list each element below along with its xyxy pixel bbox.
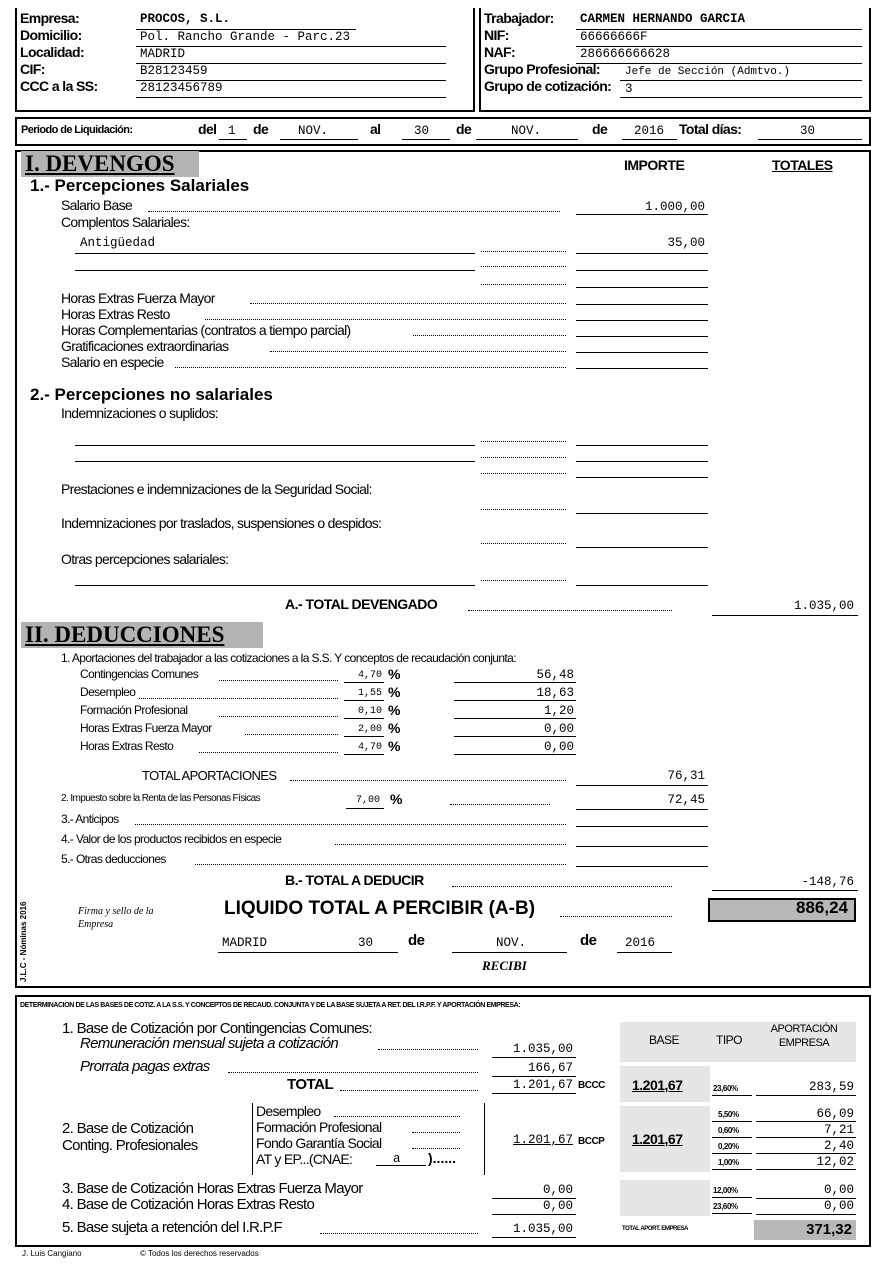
anio: 2016 (634, 124, 665, 138)
liquido-value: 886,24 (796, 898, 848, 917)
cp-aport-line (756, 1169, 856, 1170)
bases-title: DETERMINACION DE LAS BASES DE COTIZ. A LA S.S. Y CONCEPTOS DE RECAUD. CONJUNTA Y DE LA BASE SUJETA A RET. DEL I.R.P.F. Y APORTACIÓN EMPRESA: (20, 1002, 521, 1009)
deduccion-dots (219, 680, 338, 681)
dia-fin: 30 (414, 124, 430, 138)
horas-complementarias-label: Horas Complementarias (contratos a tiempo parcial) (61, 322, 351, 338)
naf-label: NAF: (484, 44, 516, 60)
deduccion-importe-line (454, 736, 576, 737)
firma-de-1: de (408, 932, 425, 949)
cc-aportacion: 283,59 (808, 1080, 854, 1094)
cp-aport: 12,02 (816, 1155, 854, 1169)
base-her-label: 4. Base de Cotización Horas Extras Resto (62, 1196, 315, 1213)
cp-aport-line (756, 1121, 856, 1122)
percepciones-salariales-title: 1.- Percepciones Salariales (30, 176, 250, 195)
otras-deducciones-label: 5.- Otras deducciones (61, 852, 166, 866)
deduccion-importe-line (454, 682, 576, 683)
col-aportacion: APORTACIÓN EMPRESA (770, 1023, 838, 1049)
deduccion-pct-line (344, 700, 384, 701)
traslados-label: Indemnizaciones por traslados, suspensiones o despidos: (61, 515, 382, 531)
salario-base-label: Salario Base (61, 197, 132, 213)
salario-especie-label: Salario en especie (61, 354, 164, 370)
deduccion-dots (199, 752, 338, 753)
prestaciones-label: Prestaciones e indemnizaciones de la Seguridad Social: (61, 481, 372, 497)
dia-inicio: 1 (228, 124, 236, 138)
lugar-value: MADRID (222, 936, 268, 950)
deduccion-importe-line (454, 754, 576, 755)
remuneracion-label: Remuneración mensual sujeta a cotización (80, 1035, 338, 1052)
deduccion-pct: 0,10 (357, 706, 382, 717)
recibi-label: RECIBI (482, 958, 527, 973)
cp-tipo-line (712, 1121, 752, 1122)
periodo-label: Periodo de Liquidación: (21, 124, 133, 136)
prorrata-value: 166,67 (527, 1061, 573, 1075)
he-bg (620, 1180, 710, 1216)
cp-tipo: 0,20% (718, 1142, 739, 1151)
deduccion-importe: 18,63 (536, 686, 574, 700)
firma-dia: 30 (358, 936, 374, 950)
total-deducir-value: -148,76 (801, 875, 854, 889)
cif-value: B28123459 (140, 64, 208, 78)
deduccion-pct-line (344, 682, 384, 683)
total-aportaciones-value: 76,31 (667, 769, 705, 783)
grupo-cotizacion-label: Grupo de cotización: (484, 78, 612, 94)
side-text: J.L.C - Nóminas 2016 (19, 901, 28, 982)
domicilio-value: Pol. Rancho Grande - Parc.23 (140, 30, 351, 44)
deduccion-pct: 4,70 (357, 670, 382, 681)
irpf-label: 2. Impuesto sobre la Renta de las Personas Físicas (61, 793, 261, 804)
cp-tipo-line (712, 1153, 752, 1154)
deduccion-label: Formación Profesional (80, 703, 188, 717)
deduccion-importe: 0,00 (543, 722, 574, 736)
productos-especie-label: 4.- Valor de los productos recibidos en especie (61, 832, 282, 846)
deduccion-importe: 0,00 (543, 740, 574, 754)
grupo-cotizacion-value: 3 (625, 82, 633, 96)
deduccion-label: Contingencias Comunes (80, 667, 199, 681)
cnae-value: a (393, 1152, 401, 1166)
indemnizaciones-label: Indemnizaciones o suplidos: (61, 405, 218, 421)
base-cp-title: 2. Base de Cotización Conting. Profesionales (62, 1120, 198, 1154)
grupo-profesional-label: Grupo Profesional: (484, 61, 600, 77)
del-label: del (198, 121, 217, 137)
nif-value: 66666666F (580, 30, 648, 44)
firma-anio: 2016 (625, 936, 656, 950)
deduccion-label: Horas Extras Resto (80, 739, 174, 753)
complementos-label: Complentos Salariales: (61, 214, 190, 230)
prorrata-label: Prorrata pagas extras (80, 1058, 210, 1075)
importe-header: IMPORTE (624, 157, 685, 173)
cp-fogasa: Fondo Garantía Social (256, 1135, 382, 1151)
cp-aport: 66,09 (816, 1107, 854, 1121)
total-deducir-label: B.- TOTAL A DEDUCIR (285, 872, 424, 888)
firma-mes: NOV. (496, 936, 527, 950)
anticipos-label: 3.- Anticipos (61, 812, 119, 826)
irpf-value: 72,45 (667, 793, 705, 807)
horas-extras-fm-label: Horas Extras Fuerza Mayor (61, 290, 215, 306)
base-irpf-value: 1.035,00 (512, 1222, 573, 1236)
cp-at-ep: AT y EP...(CNAE: (256, 1151, 353, 1167)
base-hefm-label: 3. Base de Cotización Horas Extras Fuerza Mayor (62, 1180, 363, 1197)
cp-aport-line (756, 1153, 856, 1154)
total-bccc-value: 1.201,67 (512, 1078, 573, 1092)
mes-inicio: NOV. (298, 124, 329, 138)
deduccion-dots (139, 698, 338, 699)
horas-extras-resto-label: Horas Extras Resto (61, 306, 170, 322)
her-aport: 0,00 (823, 1199, 854, 1213)
aportaciones-intro: 1. Aportaciones del trabajador a las cotizaciones a la S.S. Y conceptos de recaudación conjunta: (61, 651, 516, 665)
cp-formacion: Formación Profesional (256, 1119, 382, 1135)
percepciones-no-salariales-title: 2.- Percepciones no salariales (30, 385, 273, 404)
footer-rights: © Todos los derechos reservados (140, 1249, 259, 1258)
domicilio-label: Domicilio: (20, 27, 82, 43)
cp-base-value: 1.201,67 (512, 1133, 573, 1147)
total-bccc-label: TOTAL (287, 1076, 334, 1093)
deduccion-importe: 56,48 (536, 668, 574, 682)
firma-de-2: de (580, 932, 597, 949)
cif-label: CIF: (20, 61, 45, 77)
side-label (19, 900, 33, 988)
base-cc-title: 1. Base de Cotización por Contingencias Comunes: (62, 1020, 372, 1037)
deducciones-title: II. DEDUCCIONES (21, 622, 263, 648)
grupo-profesional-value: Jefe de Sección (Admtvo.) (625, 66, 791, 78)
cp-aport-line (756, 1137, 856, 1138)
cp-tipo: 0,60% (718, 1126, 739, 1135)
totales-header: TOTALES (772, 157, 833, 173)
deduccion-pct-sign: % (388, 720, 400, 736)
hefm-aport: 0,00 (823, 1183, 854, 1197)
empresa-value: PROCOS, S.L. (140, 12, 231, 26)
hefm-tipo: 12,00% (713, 1186, 738, 1195)
deduccion-pct: 1,55 (357, 688, 382, 699)
bccp-value: 1.201,67 (632, 1131, 683, 1147)
total-aportaciones-label: TOTAL APORTACIONES (142, 768, 277, 783)
de-label-3: de (592, 121, 608, 137)
total-aport-empresa-label: TOTAL APORT. EMPRESA (622, 1226, 689, 1232)
de-label-2: de (456, 121, 472, 137)
trabajador-label: Trabajador: (484, 10, 554, 26)
al-label: al (370, 121, 381, 137)
otras-percepciones-label: Otras percepciones salariales: (61, 551, 229, 567)
cp-desempleo: Desempleo (256, 1103, 321, 1119)
cp-tipo-line (712, 1137, 752, 1138)
localidad-value: MADRID (140, 47, 186, 61)
cp-aport: 7,21 (823, 1123, 854, 1137)
her-tipo: 23,60% (713, 1202, 738, 1211)
deduccion-dots (219, 716, 338, 717)
cc-tipo: 23,60% (713, 1084, 738, 1093)
deduccion-dots (245, 734, 338, 735)
cp-tipo-line (712, 1169, 752, 1170)
liquido-label: LIQUIDO TOTAL A PERCIBIR (A-B) (224, 898, 536, 919)
total-devengado-label: A.- TOTAL DEVENGADO (285, 596, 438, 612)
cp-tipo: 5,50% (718, 1110, 739, 1119)
nif-label: NIF: (484, 27, 509, 43)
deduccion-pct-line (344, 718, 384, 719)
col-base: BASE (649, 1033, 680, 1047)
col-tipo: TIPO (716, 1033, 743, 1047)
mes-fin: NOV. (511, 124, 542, 138)
deduccion-pct-sign: % (388, 738, 400, 754)
deduccion-label: Horas Extras Fuerza Mayor (80, 721, 212, 735)
ccc-value: 28123456789 (140, 81, 223, 95)
trabajador-value: CARMEN HERNANDO GARCIA (580, 12, 746, 26)
deduccion-importe-line (454, 700, 576, 701)
cp-tipo: 1,00% (718, 1158, 739, 1167)
deduccion-importe-line (454, 718, 576, 719)
deduccion-pct-line (344, 754, 384, 755)
base-her-value: 0,00 (542, 1199, 573, 1213)
deduccion-pct-line (344, 736, 384, 737)
irpf-pct: 7,00 (355, 795, 380, 806)
gratificaciones-label: Gratificaciones extraordinarias (61, 338, 229, 354)
total-devengado-value: 1.035,00 (793, 599, 854, 613)
naf-value: 286666666628 (580, 47, 671, 61)
periodo-box (15, 117, 871, 146)
bccp-label: BCCP (578, 1136, 605, 1147)
bccc-label: BCCC (578, 1080, 605, 1091)
localidad-label: Localidad: (20, 44, 85, 60)
footer-author: J. Luis Cangiano (22, 1249, 82, 1258)
total-dias-label: Total días: (679, 121, 742, 137)
deduccion-importe: 1,20 (543, 704, 574, 718)
deduccion-pct-sign: % (388, 666, 400, 682)
remuneracion-value: 1.035,00 (512, 1042, 573, 1056)
ccc-label: CCC a la SS: (20, 78, 98, 94)
deduccion-pct: 4,70 (357, 742, 382, 753)
base-hefm-value: 0,00 (542, 1183, 573, 1197)
deduccion-pct: 2,00 (357, 724, 382, 735)
total-aport-empresa-value: 371,32 (806, 1221, 852, 1238)
base-irpf-label: 5. Base sujeta a retención del I.R.P.F (62, 1219, 282, 1236)
devengos-title: I. DEVENGOS (21, 151, 199, 177)
empresa-label: Empresa: (20, 10, 80, 26)
total-dias: 30 (800, 124, 816, 138)
deduccion-pct-sign: % (388, 684, 400, 700)
deduccion-pct-sign: % (388, 702, 400, 718)
salario-base-value: 1.000,00 (644, 200, 705, 214)
de-label-1: de (253, 121, 269, 137)
deduccion-label: Desempleo (80, 685, 136, 699)
irpf-pct-sign: % (390, 791, 402, 807)
complemento-1-label: Antigüedad (80, 236, 156, 250)
complemento-1-value: 35,00 (667, 236, 705, 250)
bccc-value: 1.201,67 (632, 1077, 683, 1093)
firma-label: Firma y sello de la Empresa (78, 906, 154, 930)
cp-aport: 2,40 (823, 1139, 854, 1153)
